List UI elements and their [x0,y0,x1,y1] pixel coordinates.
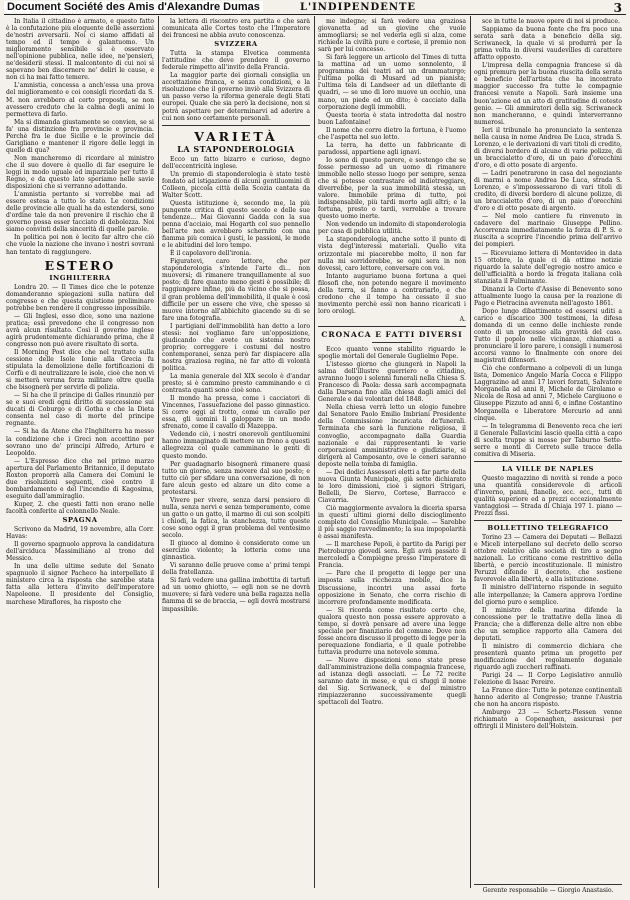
paragraph: Questa istituzione è, secondo me, la più pungente critica di questo secolo e delle sue tendenze... Mai Giovanni Gadda con la sua penna d'acciaio, mai Hogarth col suo pennello bell'arte non avrebbero schernito con una fiamma più comica i gusti, le passioni, le mode e le abitudini del loro tempo. [162,199,310,250]
paragraph: I partigiani dell'immobilità han detto a loro stessi: noi vogliamo fare un'opposizione, giudicando che avete un sistema nostro proprio; correggere i costumi del nostro contemporanei, senza però far dispiacere alla nostra graziosa regina, nè far atto di volontà politica. [162,322,310,372]
paragraph: La terra, ha detto un fabbricante di paradossi, appartiene agli ignavi. [318,141,466,156]
paragraph: L'amnistia, concessa a anch'essa una prova del miglioramento e coi consigli ricordati da S. M. non avrebbero al certo proposta, se non avessero creduto che la calma degli animi lo permetteva di farlo. [6,82,154,118]
paragraph: — Si ricorda come risultato certo che, qualora questo non possa essere approvato a tempo, si dovrà pensare ad avere una legge speciale per finanziario del comune. Dove non fosse ancora discusso il progetto di legge per la perequazione fondiaria, e il quale potrebbe tuttavia produrre una notevole somma. [318,606,466,656]
section-heading-bollettino: BOLLETTINO TELEGRAFICO [487,524,609,533]
varieta-article [162,156,310,613]
paragraph: Ecco quanto venne stabilito riguardo le spoglie mortali del Generale Guglielmo Pepe. [318,345,466,361]
column-divider [470,16,471,888]
column-4 [474,18,622,886]
col1-intro [6,18,154,256]
paragraph: In Italia il cittadino è armato, e questo fatto è la confutazione più eloquente delle asserzioni de'nostri avversarii. Noi ci siamo affidati al tempo ed il tempo è galantuomo. Un miglioramento sensibile si è osservato nell'opinione pubblica, nelle idee, ne'pensieri, ne'desiderii stessi. Il malcontento di cui noi si sapevano ben discernere ne' deliri le cause, e non ci ha mai fatto temere. [6,18,154,82]
col2-intro [162,18,310,39]
paragraph: Amburgo 23 — Schertz-Plessen venne richiamato a Copenaghen, assicurasi per offrirgli il Ministero dell'Holstein. [474,709,622,731]
column-3 [318,18,466,886]
paragraph: La maggior parte dei giornali consiglia un accettazione franca, e senza condizioni, e la risoluzione che il governo inviò alla Svizzera di un passo verso la riforma generale degli Stati europei. Quale che sia però la decisione, non si potrà aspettare per determinarvi ad aderire a cui non sono certamente personali. [162,72,310,122]
svizzera-article [162,50,310,121]
paragraph: Il ministro della marina difende la concessione per le trattative della linea di Francia; che a differenza delle altre non ebbe che un semplice rapporto alla Camera dei deputati. [474,606,622,642]
paragraph: Il Morning Post dice che nel trattato sulla cessione delle Isole Ionie alla Grecia fu stipulata la demolizione delle fortificazioni di Corfù e di neutralizzare le isole, cioè che non vi si metterà veruna forza militare oltre quella che bisognerà per servirle di polizia. [6,348,154,392]
masthead-title: L'INDIPENDENTE [300,2,417,13]
column-1 [6,18,154,886]
paragraph: Ma si dimanda giustamente se convien, se si fa' una distinzione fra provincie e provincia. Perchè fra le due Sicilie e le provincie del Garigliano e mantener il rigore delle leggi in quelle di qua? [6,118,154,154]
paragraph: Sappiamo da buona fonte che fra poco una serata sarà data a beneficio della sig. Scriwaneck, la quale vi si produrrà per la prima volta in diversi vaudevilles di carattere affatto opposto. [474,26,622,62]
paragraph: Si farà leggere un articolo del Times di tutta la mattina ad un uomo sonnolento, il programma dei teatri ad un drammaturgo; l'ultima polka di Musard ad un pianista; l'ultima tela di Landseer ad un dilettante di quadri, — se uno di loro muove un occhio, una mano, un piede ed un dito; è cacciato dalla corporazione degli immobili. [318,54,466,111]
paragraph: — Nel molo cantiere fu rinvenuto in cadavere del marinaio Giuseppe Pellino. Accorrenza immediatamente la forza di P. S. e riuscita a scoprire l'incendio prima dell'arrivo dei pompieri. [474,213,622,249]
paragraph: — Nuove disposizioni sono state prese dall'amministrazione della compagnia francese, ad istanza degli associati. — Le 72 recite saranno date in mese, e qui ci sfuggì il nome del Sig. Scriwaneck, e del ministro rimpiazzeranno successivamente quegli spettacoli del Teatro. [318,656,466,707]
col4-intro [474,18,622,458]
paragraph: Un premio di staponderologia è stato testè fondato ad istigazione di alcuni gentiluomini di Colleen, piccola città della Scozia cantata da Walter Scott. [162,170,310,199]
section-heading-cronaca: CRONACA E FATTI DIVERSI [321,329,463,339]
paragraph: sce in tutte le nuove opere di noi si produce. [482,18,620,25]
page-header [0,0,630,14]
bollettino-article [474,534,622,730]
paragraph: — Dei dodici Assessori eletti a far parte della nuova Giunta Municipale, già sette dichiarato le loro dimissioni, cioè i signori Strigari, Bellelli, De Siervo, Cortese, Barracco e Ciavarria. [318,468,466,504]
paragraph: Il nome che corre dietro la fortuna, è l'uomo che l'aspetta nel suo letto. [318,126,466,141]
section-heading-varieta: VARIETÀ [194,128,278,144]
paragraph: La France dice: Tutte le potenze continentali hanno aderito al Congresso; tranne l'Austria che non ha ancora risposto. [474,687,622,709]
paragraph: — Ricevuiamo lettera di Montevideo in data 15 ottobre, la quale ci dà ottime notizie riguardo la salute dell'egregio nostro amico e dell'ufficialità a bordo la fregata italiana colà stanziata il Fulminante. [474,249,622,285]
paragraph: Figuratevi, caro lettore, che per staponderologia s'intende l'arte di... non muoversi; di rimanere tranquillamente al suo posto; di fare quanto meno gesti è possibile; di raggiungere infine, più da vicino che si possa, il gran problema dell'immobilità, il quale è così difficile per un essere che vive, che spesso si muove intorno all'abbichito giacendo su di se fare una fotografia. [162,258,310,322]
spagna-article [6,526,154,606]
column-divider [158,16,159,888]
paragraph: Vi saranno delle pruove come a' primi tempi della fratellanza. [162,562,310,577]
paragraph: Intanto auguriamo buona fortuna a quei filosofi che, non potendo negare il movimento della terra, si fanno a contrariarlo, e che credono che il tempo ha cessato il suo movimento perchè essi non hanno ricaricati i loro orologi. [318,272,466,315]
section-divider [162,125,310,126]
paragraph: — Pare che il progetto di legge per una imposta sulla ricchezza mobile, dice la Discussione, incontri una assai forte opposizione in Senato, che corra rischio di incorrere profondamente modificata. [318,570,466,606]
paragraph: Kuper, 2. che questi fatti non erano nelle facoltà conferite al colonnello Neale. [6,500,154,515]
paragraph: — L'Espresso dice che nel primo marzo apertura del Parlamento Britannico, il deputato Roxton proporrà alla Camera dei Comuni le due risoluzioni seguenti, cioè contro il bombardamento e del l'incendio di Kagosima, eseguito dall'ammiraglio. [6,457,154,500]
paragraph: Nella chiesa verrà letto un elogio funebre dal Senatore Paolo Emilio Imbriani Presidente della Commissione incaricata de'funerali. Terminata che sarà la funzione religiosa, il convoglio, accompagnato dalla Guardia nazionale e dai rappresentanti le varie corporazioni amministrative e giudiziarie, si dirigerà al Camposanto, ove le ceneri saranno deposte nella tomba di famiglia. [318,404,466,468]
paragraph: Non mancheremo di ricordare al ministro che il suo dovere è quello di far eseguire le leggi in modo uguale ed imparziale per tutto il Regno, e da questo lato speriamo nelle savie disposizioni che si verranno adottando. [6,154,154,191]
paragraph: Vedendo ciò, i nostri onorevoli gentiluomini hanno immaginato di mettere un freno a questi allegrezza col quale camminano le genti di questo mondo. [162,431,310,460]
paragraph: Non vedendo un indomito di staponderologia per casa di pubblica utilità. [318,221,466,236]
article-title-staponderologia: LA STAPONDEROLOGIA [177,143,295,154]
paragraph: Ecco un fatto bizarro e curioso, degno dell'eccentricità inglese. [162,155,310,170]
paragraph: Scrivono da Madrid, 19 novembre, alla Corr. Havas: [6,526,154,541]
paragraph: Dinanzi la Corte d'Assise di Benevento sono attualmente luogo la causa per la reazione di Pago e Pietracina avvenuta nell'agosto 1861. [474,285,622,307]
paragraph: Tutta la stampa Elvetica commenta l'attitudine che deve prendere il governo federale rimpetto all'invito della Francia. [162,50,310,72]
paragraph: — Si ha da Atene che l'Inghilterra ha messo la condizione che i Greci non accettino per sovrano uno de' principi Alfredo, Arturo e Leopoldo. [6,428,154,457]
paragraph: — In telegramma di Benevento reca che ieri il Generale Pallavicini lasciò quella città a capo di scelta truppe si mosse per Taburno Sette-serre e monti di Cerreto sulle tracce della comitiva di Miseria. [474,422,622,458]
paragraph: Il ministro dell'interno risponde in seguito alle interpellanze; la Camera approva l'ordine del giorno puro e semplice. [474,584,622,606]
paragraph: Parigi 24 — Il Corpo Legislativo annullò l'elezione di Isaac Pereire. [474,672,622,687]
section-divider [318,326,466,327]
footer-gerente: Gerente responsabile — Giorgio Anastasio. [482,887,614,894]
paragraph: — Si ha che il principe di Galles rinunziò per se e suoi eredi ogni diritto di successione sui ducati di Coburgo e di Gotha e che la Dieta consenta nel caso di morte del principe regnante. [6,392,154,428]
paragraph: Vivere per vivere, senza darsi pensiero di nulla, senza nervi e senza temperamento, come un gatto o un gatto, il marmo di cui son scolpiti i chiodi, la fatica, la stanchezza, tutte queste cose sono oggi il gran problema del ventesimo secolo. [162,496,310,540]
paragraph: Dopo lungo dibattimento ed essersi uditi a carico e discarico 300 testimoni, la difesa domanda di un cenno delle inchieste rende conto di un processo alla gravità del caso. Tutto il popolo nelle vicinanze, chiamati a pronunciare il loro parere, i consigli i numerosi accorsi vanno lo finalmente con onore dei magistrati difensori. [474,307,622,365]
col3-intro [318,18,466,315]
page-number: 3 [613,1,622,15]
paragraph: Io sono di questo parere, e sostengo che se fosse permesso ad un uomo di rimanere immobile nello stesso luogo per sempre, senza che si potesse contrastare ed indietreggiare, diverrebbe, per la sua immobilità stessa, un valore. Immobile prima di tutto, poi indispensabile, più tardi morto agli altri; e la fortuna, presto o tardi, verrebbe a trovare questo uomo inerte. [318,156,466,221]
watermark-banner: Document Société des Amis d'Alexandre Dumas [4,1,263,13]
section-divider [474,520,622,521]
paragraph: In una delle ultime sedute del Senato spagnuolo il signor Pacheco ha interpellato il ministero circa la risposta che sarebbe stata fatta alla lettera d'invito dell'imperatore Napoleone. Il presidente del Consiglio, marchese Miraflores, ha risposto che [6,563,154,606]
footer-rule [474,884,622,885]
paragraph: L'amnistia pertanto si vorrebbe mai ad essere estesa a tutto lo stato. Le condizioni delle provincie alle quali ha da estendersi, sono d'ordine tale da non prevenire il rischio che il governo possa esser tacciato di debolezza. Noi siamo convinti della sincerità di quelle parole. [6,191,154,234]
paragraph: Per guadagnarlo bisognerà rimanere quasi tutto un giorno, senza movere dal suo posto; e tutto ciò per sfidare una conversazione, di non fare alcun gesto ed alzare un dito come a protestarsi. [162,460,310,496]
paragraph: In politica poi non è lecito far altro che ciò che vuole la nazione che invano i nostri sovrani han tentato di raggiungere. [6,234,154,256]
paragraph: — Il marchese Pepoli, è partito da Parigi per Pietroburgo giovedì sera. Egli avrà passato il mercoledì a Compiègne presso l'imperatore di Francia. [318,541,466,570]
paragraph: — Ladri penetrarono in casa del negoziante di marmi a nome Andrea De Luca, strada S. Lorenzo, e s'impossessarono di vari titoli di credito, di diversi bordero di alcune polizze, di un braccialetto d'oro, di un paio d'orecchini d'oro e di otto posate di argento. [474,169,622,213]
column-2 [162,18,310,886]
paragraph: me indegno; si farà vedere una graziosa giovanetta ad un giovine che vuole ammogliarsi; se nel vederla egli si alza, come richiede la civiltà pure e cortese, il premio non sarà per lui concesso. [318,18,466,54]
paragraph: Torino 23 — Camera dei Deputati — Bellazzi e Miceli interpellano sul decreto dello scorso ottobre relativo alle società di tiro a segno nazionali. Lo criticano come restrittivo della libertà, e perciò incostituzionale. Il ministro Peruzzi difende il decreto, che sostiene favorevole alla libertà, e alla istituzione. [474,534,622,584]
section-divider [474,461,622,462]
paragraph: L'istesso giorno che giungerà in Napoli la salma dell'illustre guerriero e cittadino, avranno luogo i solenni funerali nella Chiesa S. Francesco di Paola: dessa sarà accompagnata dalla Darsena fino alla chiesa dagli amici del Generale e dai volontari del 1848. [318,361,466,404]
paragraph: Londra 20. — Il Times dice che le potenze domanderanno spiegazioni sulla natura del congresso e che questa quistione preliminare potrebbe ben rendere il congresso impossibile. [6,283,154,312]
column-divider [314,16,315,888]
advertisement-text: Questo magazzino di novità si rende a poco una quantità considerevole di articoli d'inverno, panni, flanelle, ecc. ecc., tutti di qualità superiore ed a prezzi eccezionalmente vantaggiosi — Strada di Chiaja 197 1. piano — Prezzi fissi. [474,474,622,518]
paragraph: Ciò maggiormente avvalora la diceria sparsa in questi ultimi giorni dello discioglimento completo del Consiglio Municipale. — Sarebbe il più saggio ravvedimento; la sua impopolarità è assai manifesta. [318,505,466,541]
short-rule [372,342,412,343]
paragraph: La mania generale del XIX secolo è d'andar presto; si è cammino presto camminando e ci contrasta quanti sono cioè sono. [162,373,310,395]
paragraph: Il ministro di commercio dichiara che presenterà quanto prima un progetto per modificazione del regolamento doganale riguardo agli zuccheri raffinati. [474,642,622,671]
subheading-svizzera: SVIZZERA [214,40,258,49]
paragraph: Si farà vedere una gallina imbottita di tartufi ad un uomo ghiotto, — egli non se ne dovrà muovere; si farà vedere una bella ragazza nella fiamma di se de braccia, — egli dovrà mostrarsi impassibile. [162,577,310,613]
paragraph: Il governo spagnuolo approva la candidatura dell'arciduca Massimiliano al trono del Messico. [6,541,154,563]
article-signature: A. [459,315,466,323]
advertisement-heading: LA VILLE DE NAPLES [502,464,594,473]
section-heading-estero: ESTERO [44,257,116,273]
paragraph: La staponderologia, anche sotto il punto di vista degl'interessi materiali. Quello vita orizzontale mi piacerebbe molto, il non far nulla mi sorriderebbe, se ogni sera in non dovessi, caro lettore, conversare con voi. [318,236,466,272]
paragraph: È il capolavoro dell'ironia. [170,250,252,258]
paragraph: L'impresa della compagnia francese si dà ogni premura per la buona riuscita della serata e beneficio dell'artista che ha incontrato maggior successo fra tutte le compagnie francesi venute a Napoli. Sarà insieme una buon'azione ed un atto di gratitudine di cotesto genio. — Gli ammiratori della sig. Scriwaneck non mancheranno, e quindi interverranno numerosi. [474,62,622,126]
paragraph: Il mondo ha pressa, come i cacciatori di Vincennes, l'assuefazione del passo ginnastico. Si corre oggi al trotto, come un cavallo per essa, gli uomini li galoppare in un modo sfrenato, come il cavallo di Mazeppa. [162,395,310,431]
header-rule [4,14,626,15]
paragraph: — Gli Inglesi, esso dice, sono una nazione pratica; essi prevedono che il congresso non avrà alcun risultato. Così il governo inglese agirà prudentemente dichiarando prima, che il congresso non può avere risultato di sorta. [6,312,154,348]
subheading-inghilterra: INGHILTERRA [49,273,111,282]
paragraph: Ieri il tribunale ha pronunciato la sentenza nella causa in nome Andrea De Luca, strada S. Lorenzo, e le derivazioni di vari titoli di credito, di diversi bordero di alcune di varie polizze, di un braccialetto d'oro, di un paio d'orecchini d'oro, e di otto posate di argento. [474,126,622,169]
subheading-spagna: SPAGNA [62,516,98,525]
inghilterra-article [6,284,154,516]
paragraph: Il giuoco al domino è considerato come un esercizio violento; la lotteria come una ginnastica. [162,540,310,562]
paragraph: la lettera di riscontro era partita e che sarà comunicata alle Cortes tosto che l'Imperatore dei francesi ne abbia avuto conoscenza. [162,18,310,40]
paragraph: Ciò che confermano a colpevoli di un lunga lista, Domenico Angelo Maria Cocca e Filippo Laggrazino ad anni 17 lavori forzati, Salvatore Morganella ad anni 8, Michele de Girolamo e Nicola de Rosa ad anni 7, Michele Cargiuono e Giuseppe Pizzuto ad anni 6, e infine Costantino Morganella e Liberatore Mercurio ad anni cinque. [474,365,622,422]
cronaca-article [318,346,466,706]
paragraph: Questa teoria è stata introdotta dal nostro buon Lafontaine! [318,111,466,126]
